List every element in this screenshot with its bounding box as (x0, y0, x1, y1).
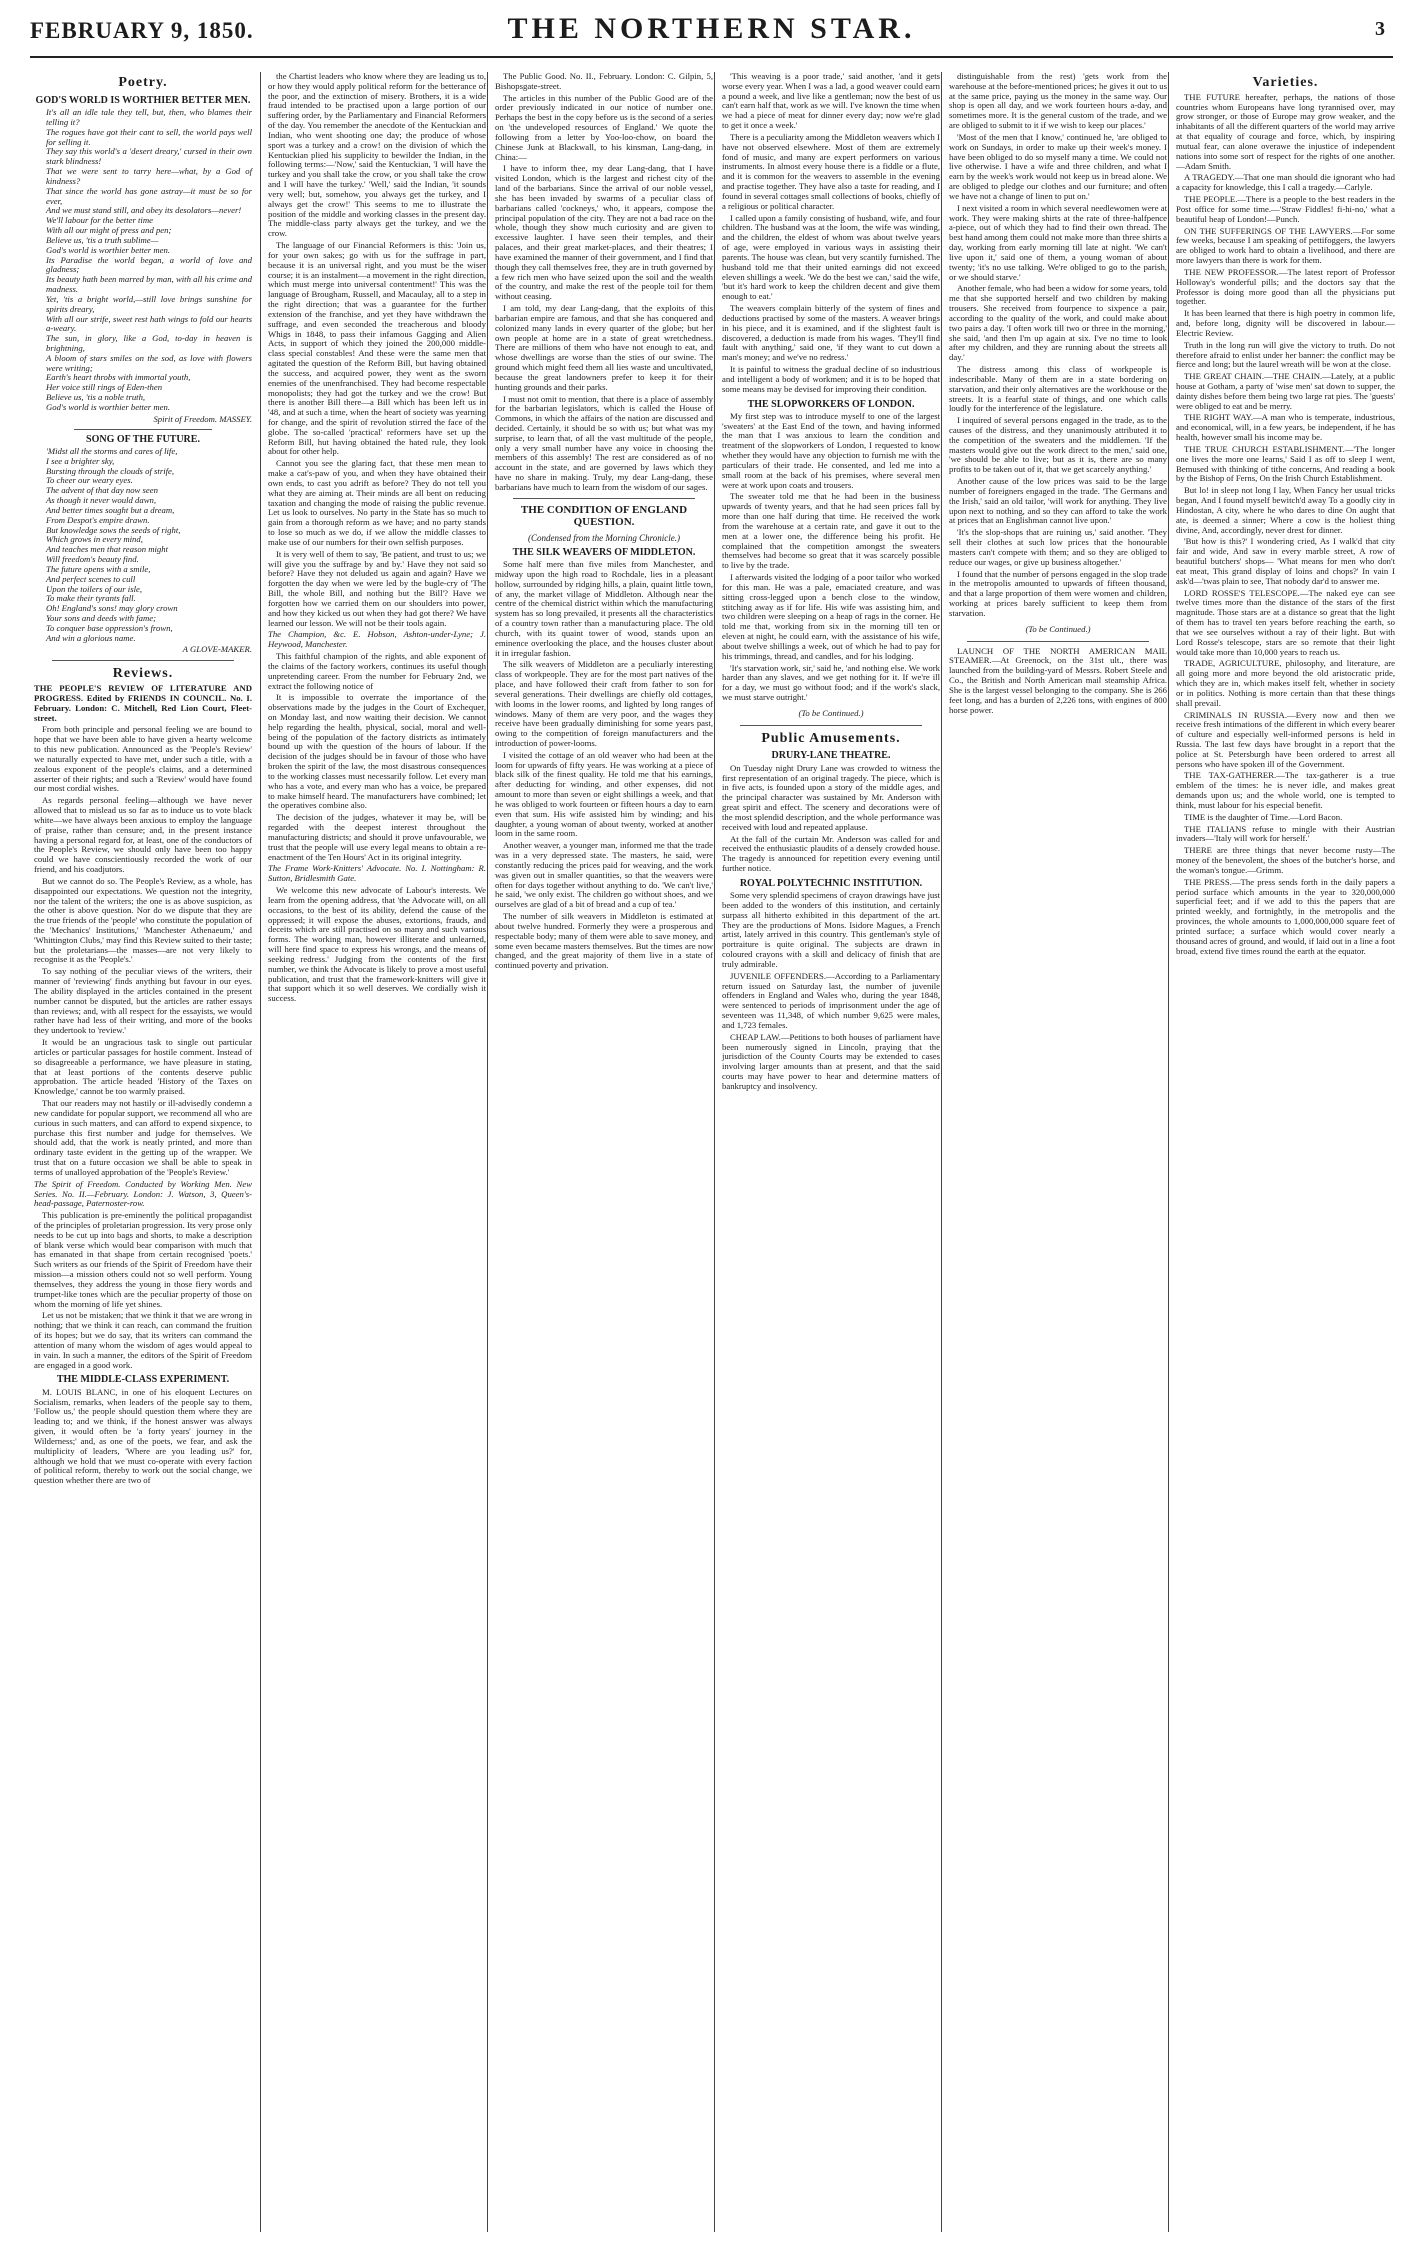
column-1 (34, 72, 258, 2232)
poem-line: Her voice still rings of Eden-then (46, 382, 163, 393)
poem-line: And we must stand still, and obey its desolators—never! (46, 205, 242, 216)
column-2 (260, 72, 492, 2232)
poem-line: They say this world's a 'desert dreary,' cursed in their own stark blindness! (46, 146, 252, 167)
article-heading: ROYAL POLYTECHNIC INSTITUTION. (739, 877, 923, 889)
poem-line: Its Paradise the world began, a world of love and gladness; (46, 254, 252, 275)
paragraph: THE TRUE CHURCH ESTABLISHMENT.—'The longer one lives the more one learns,' Said I as off to sleep I went, Bemused with thinking of tithe concerns, And reading a book by the Bishop of Ferns, On the Irish Church Establishment. (1176, 443, 1395, 484)
paragraph: It has been learned that there is high poetry in common life, and, before long, dignity will be discovered in labour.—Electric Review. (1176, 308, 1395, 338)
divider (740, 725, 922, 726)
masthead (30, 10, 1393, 70)
poem-line: 'Midst all the storms and cares of life, (46, 445, 178, 456)
poem-line: With all our might of press and pen; (46, 225, 172, 236)
paragraph: It would be an ungracious task to single out particular articles or particular passages for hostile comment. Instead of so disagreeable a performance, we have pleasure in stating, that at least portions of the contents deserve public approbation. The article headed 'History of the Taxes on Knowledge,' cannot be too warmly praised. (34, 1037, 252, 1097)
paragraph: It is impossible to overrate the importance of the observations made by the judges in the Court of Exchequer, on Monday last, and now waiting their decision. We cannot help regarding the health, physical, social, moral and well-being of the population of the factory districts as intimately bound up with the question of the hours of labour. If the decision of the judges should be in favour of those who have broken the spirit of the law, the most disastrous consequences to the working classes must necessarily follow. Let every man who has a vote, and every man who has a voice, be prepared to make himself heard. The manufacturers have combined; let the operatives combine also. (268, 692, 486, 811)
divider (52, 660, 234, 661)
poem-line: Believe us, 'tis a noble truth, (46, 392, 146, 403)
column-5 (941, 72, 1173, 2232)
poem-line: And better times sought but a dream, (46, 504, 175, 515)
paragraph: I have to inform thee, my dear Lang-dang, that I have visited London, which is the largest and richest city of the land of the barbarians. Since the arrival of our noble vessel, she has been invaded by swarms of a peculiar class of barbarians called 'cockneys,' who, it appears, compose the principal population of the city. They are not a bad race on the whole, though they show much curiosity and are given to excessive laughter. I have seen their temples, and their palaces, and their great market-places, and their theatres; I have examined the manner of their government, and I find that though they call themselves free, they are in truth governed by a few rich men who have seized upon the soil and the wealth of the country, and make the rest of the people toil for them without ceasing. (495, 163, 713, 302)
poem-line: A bloom of stars smiles on the sod, as love with flowers were writing; (46, 352, 252, 373)
article-body (495, 72, 713, 493)
article-heading: THE MIDDLE-CLASS EXPERIMENT. (56, 1374, 230, 1386)
poem-line: Believe us, 'tis a truth sublime— (46, 234, 159, 245)
paragraph: 'It's the slop-shops that are ruining us,' said another. 'They sell their clothes at such low prices that the honourable masters can't compete with them; and so they are obliged to reduce our wages, or give up business altogether.' (949, 527, 1167, 567)
article-body (268, 72, 486, 628)
article-heading: THE SLOPWORKERS OF LONDON. (747, 398, 915, 410)
paragraph: CRIMINALS IN RUSSIA.—Every now and then we receive fresh intimations of the different in which every bearer of culture and especially well-informed persons is held in Russia. The last few days have brought in a report that the police at St. Petersburgh have been ordered to arrest all persons who have spoken ill of the Government. (1176, 709, 1395, 769)
poem-line: Oh! England's sons! may glory crown (46, 603, 178, 614)
paragraph: LAUNCH OF THE NORTH AMERICAN MAIL STEAMER.—At Greenock, on the 31st ult., there was launched from the building-yard of Messrs. Robert Steele and Co., the British and North American mail steamship Africa. She is the largest vessel belonging to the company. She is 266 feet long, and has a burden of 2,226 tons, with engines of 800 horse power. (949, 645, 1167, 715)
paragraph: There is a peculiarity among the Middleton weavers which I have not observed elsewhere. Most of them are extremely fond of music, and many are expert performers on various instruments. In almost every house there is a fiddle or a flute, and it is common for the weavers to assemble in the evening and practise together. They have also a taste for reading, and I found in several cottages small collections of books, chiefly of a religious or political character. (722, 131, 940, 211)
paragraph: M. LOUIS BLANC, in one of his eloquent Lectures on Socialism, remarks, when leaders of the people say to them, 'Follow us,' the people should question them where they are leading to; and we think, if the honest answer was always given, it would often be 'a forty years' journey in the Wilderness;' and, as one of the poets, we fear, and ask the multiplicity of leaders, 'Where are you leading us?' for, although we hold that we must co-operate with every faction of political reform, thereby to work out the social change, we question whether there are two of (34, 1386, 252, 1486)
paragraph: My first step was to introduce myself to one of the largest 'sweaters' at the East End of the town, and having informed the man that I was anxious to learn the condition and treatment of the slopworkers of London, I requested to know whether they would have any objection to furnish me with the particulars of their trade. He consented, and led me into a small room at the back of his premises, where several men were at work upon coats and trousers. (722, 410, 940, 490)
poem-line: That we were sent to tarry here—what, by a God of kindness? (46, 166, 252, 186)
varieties-section-heading: Varieties. (1252, 75, 1319, 90)
paragraph: Another cause of the low prices was said to be the large number of foreigners engaged in the trade. 'The Germans and the Irish,' said an old tailor, 'will work for anything. They live upon next to nothing, and so they can afford to take the work at prices that an Englishman cannot live upon.' (949, 476, 1167, 526)
paragraph: 'It's starvation work, sir,' said he, 'and nothing else. We work harder than any slaves, and we get nothing for it. If we're ill for a day, we must go without food; and if the work's slack, we must starve outright.' (722, 662, 940, 702)
paragraph: The sweater told me that he had been in the business upwards of twenty years, and that he had seen prices fall by more than one half during that time. He received the work from the warehouse at a certain rate, and gave it out to the men at a lower one, the difference being his profit. He complained that the competition amongst the sweaters themselves had become so great that it was scarcely possible to live by the trade. (722, 491, 940, 571)
continued-note: (To be Continued.) (1025, 623, 1091, 634)
article-body (495, 560, 713, 971)
column-3 (487, 72, 719, 2232)
paragraph: THE TAX-GATHERER.—The tax-gatherer is a true emblem of the times: he is never idle, and makes great demands upon us; and the whole world, one is tempted to think, must labour for his especial benefit. (1176, 770, 1395, 810)
review-title: The Spirit of Freedom. Conducted by Working Men. New Series. No. II.—February. London: J. Watson, 3, Queen's-head-passage, Paternoster-row. (34, 1178, 252, 1209)
paragraph: A TRAGEDY.—That one man should die ignorant who had a capacity for knowledge, this I call a tragedy.—Carlyle. (1176, 172, 1395, 193)
poem-line: Its beauty hath been marred by man, with all his crime and madness. (46, 274, 252, 295)
poem-line: Yet, 'tis a bright world,—still love brings sunshine for spirits dreary, (46, 293, 252, 314)
poem-line: The rogues have got their cant to sell, the world pays well for selling it. (46, 126, 252, 147)
poem-line: And win a glorious name. (46, 632, 136, 643)
review-body (268, 652, 486, 862)
public-amusements-heading: Public Amusements. (761, 730, 901, 746)
column-4 (714, 72, 946, 2232)
paragraph: I am told, my dear Lang-dang, that the exploits of this barbarian empire are famous, and that she has conquered and colonized many lands in every quarter of the globe; but her own people at home are in a state of great wretchedness. There are millions of them who have not enough to eat, and whose dwellings are worse than the sties of our swine. The ground which might feed them all lies waste and uncultivated, because the great landowners prefer to keep it for their hunting grounds and their parks. (495, 303, 713, 392)
poem-line: To cheer our weary eyes. (46, 475, 133, 486)
paragraph: Another female, who had been a widow for some years, told me that she supported herself and two children by making trousers. She received from fourpence to sixpence a pair, according to the quality of the work, and could make about two pairs a day. 'I often work till two or three in the morning,' she said, 'and then I'm up again at six. I've no time to look after my children, and they are running about the streets all day.' (949, 283, 1167, 363)
paragraph: CHEAP LAW.—Petitions to both houses of parliament have been numerously signed in Lincoln, praying that the jurisdiction of the County Courts may be extended to cases involving larger amounts than at present, and that the said courts may have power to hear and determine matters of bankruptcy and insolvency. (722, 1031, 940, 1091)
article-body (722, 764, 940, 874)
varieties-body (1176, 93, 1395, 957)
poetry-section-heading: Poetry. (118, 75, 168, 90)
issue-date: FEBRUARY 9, 1850. (30, 18, 254, 43)
paragraph: I inquired of several persons engaged in the trade, as to the causes of the distress, and they unanimously attributed it to the competition of the sweaters and the middlemen. 'If the masters would give out the work direct to the men,' said one, 'we should be able to live; but as it is, there are so many profits to be taken out of it, that we get scarcely anything.' (949, 415, 1167, 475)
paragraph: We welcome this new advocate of Labour's interests. We learn from the opening address, that 'the Advocate will, on all occasions, to the best of its ability, defend the cause of the oppressed; it will expose the abuses, extortions, frauds, and deceits which are still practised on so many and such various forms. The working man, however illiterate and unlearned, will here find space to express his wrongs, and the means of seeking redress.' Judging from the contents of the first number, we think the Advocate is likely to prove a most useful publication, and trust that the framework-knitters will give it that support which it so well deserves. We cordially wish it success. (268, 885, 486, 1004)
poem-line: To make their tyrants fall. (46, 593, 136, 604)
poem-line: I see a brighter sky, (46, 455, 115, 466)
poem-line: The advent of that day now seen (46, 485, 158, 496)
paragraph: That our readers may not hastily or ill-advisedly condemn a new candidate for popular support, we recommend all who are curious in such matters, and can afford to expend sixpence, to purchase this first number and judge for themselves. We should add, that the work is neatly printed, and more than ordinary taste evident in the getting up of the wrapper. We trust that on a future occasion we shall be able to speak in terms of unalloyed approbation of the 'People's Review.' (34, 1098, 252, 1177)
paragraph: As regards personal feeling—although we have never allowed that to mislead us so far as to induce us to vote black white—we have always been anxious to employ the language of praise, rather than censure; and, in the present instance having a personal regard for, at least, one of the conductors of the People's Review, we should only have been too happy could we have conscientiously recorded the work of our friend, and his coadjutors. (34, 795, 252, 875)
paragraph: Cannot you see the glaring fact, that these men mean to make a cat's-paw of you, and when they have obtained their own ends, to cast you adrift as before? They do not tell you what they are aiming at. Their minds are all bent on reducing taxation and changing the mode of raising the public revenue. Let us look to ourselves. No party in the State has so much to gain from a thorough reform as we have; and no party stands to lose so much as we do, if we allow the middle classes to make use of our numbers for their own selfish purposes. (268, 458, 486, 547)
poem-line: Bursting through the clouds of strife, (46, 465, 175, 476)
continued-note: (To be Continued.) (798, 707, 864, 718)
paragraph: I must not omit to mention, that there is a place of assembly for the barbarian legislators, which is called the House of Commons, in which the affairs of the nation are discussed and decided. Certainly, it should be so with us; but what was my surprise, to learn that, of all the vast multitude of the people, only a very small number have any voice in choosing the members of this assembly! The rest are considered as of no account in the state, and are governed by laws which they have no share in making. Truly, my dear Lang-dang, these barbarians have much to learn from the wisdom of our sages. (495, 393, 713, 492)
poem-title: SONG OF THE FUTURE. (86, 433, 200, 445)
poem-signature: Spirit of Freedom. MASSEY. (153, 413, 252, 424)
paragraph: The distress among this class of workpeople is indescribable. Many of them are in a state bordering on starvation, and their only alternatives are the workhouse or the streets. It is a fearful state of things, and one which calls loudly for the interference of the legislature. (949, 364, 1167, 414)
poem-line: God's world is worthier better men. (46, 244, 170, 255)
paragraph: THE PEOPLE.—There is a people to the best readers in the Post office for some time.—'Straw Fiddles! fi-hi-no,' what a beautiful heap of London!—Punch. (1176, 194, 1395, 224)
paragraph: From both principle and personal feeling we are bound to hope that we have been able to have given a hearty welcome to this new publication. Announced as the 'People's Review' we naturally expected to have met, under such a title, with a zealous exponent of the people's claims, and a determined asserter of their rights; and such a 'Review' would have found our most cordial wishes. (34, 724, 252, 794)
paragraph: The Public Good. No. II., February. London: C. Gilpin, 5, Bishopsgate-street. (495, 72, 713, 91)
article-heading: THE CONDITION OF ENGLAND QUESTION. (520, 503, 688, 529)
poem-body (34, 447, 252, 644)
divider (513, 498, 695, 499)
paragraph: I found that the number of persons engaged in the slop trade in the metropolis amounted to upwards of fifteen thousand, and that a large proportion of them were women and children, working at prices barely sufficient to keep them from starvation. (949, 568, 1167, 618)
paragraph: But lo! in sleep not long I lay, When Fancy her usual tricks began, And I found myself bewitch'd away To a goodly city in Hindostan, A city, where he who dares to dine On aught that ate, is deemed a sinner; Where a cow is the holiest thing divine, And, accordingly, never drest for dinner. (1176, 485, 1395, 535)
paragraph: Some half mere than five miles from Manchester, and midway upon the high road to Rochdale, lies in a pleasant hollow, surrounded by ridging hills, a plain, quaint little town, of any, the market village of Middleton. Although near the centre of the chemical district within which the manufacturing system has so long prevailed, it presents all the characteristics of a country town rather than a manufacturing place. The old church, with its quaint tower of wood, stands upon an eminence overlooking the place, and the houses cluster about it in irregular fashion. (495, 559, 713, 658)
paragraph: I next visited a room in which several needlewomen were at work. They were making shirts at the rate of three-halfpence a-piece, out of which they had to find their own thread. The best hand among them could not make more than three shirts a day, working from early morning till late at night. 'We can't live upon it,' said one of them, a young woman of about twenty; 'it's no use talking. We're obliged to go to the parish, or we should starve.' (949, 202, 1167, 282)
paragraph: Let us not be mistaken; that we think it that we are wrong in nothing; that we think it can reach, can command the fruition of its hopes; but we do say, that its writers can command the attention of many whom the wisdom of ages would appeal to in vain. In such a manner, the editors of the Spirit of Freedom are engaged in a good work. (34, 1310, 252, 1370)
paragraph: I afterwards visited the lodging of a poor tailor who worked for this man. He was a pale, emaciated creature, and was sitting cross-legged upon a bench close to the window, stitching away as if for life. His wife was assisting him, and two children were sleeping on a heap of rags in the corner. He told me that, working from six in the morning till ten or eleven at night, he could earn, with the assistance of his wife, about twelve shillings a week, out of which he had to pay for his trimmings, thread, and candles, and for his lodging. (722, 572, 940, 661)
paragraph: The silk weavers of Middleton are a peculiarly interesting class of workpeople. They are for the most part natives of the place, and have followed their craft from father to son for several generations. Their dwellings are chiefly old cottages, with looms in the lower rooms, and lighted by long ranges of windows. Many of them are very poor, and the wages they receive have been gradually diminishing for some years past, owing to the competition of foreign manufacturers and the introduction of power-looms. (495, 659, 713, 748)
newspaper-title: THE NORTHERN STAR. (507, 12, 916, 45)
divider (967, 641, 1149, 642)
paragraph: THE NEW PROFESSOR.—The latest report of Professor Holloway's wonderful pills; and the doctors say that the Professor is doing more good than all the physicians put together. (1176, 266, 1395, 307)
poem-line: And perfect scenes to cull (46, 573, 136, 584)
article-body (722, 72, 940, 395)
divider (74, 429, 212, 430)
poem-line: The future opens with a smile, (46, 563, 151, 574)
article-body (949, 72, 1167, 619)
poem-line: The sun, in glory, like a God, to-day in heaven is brightning, (46, 333, 252, 353)
paragraph: 'Most of the men that I know,' continued he, 'are obliged to work on Sundays, in order to make up their week's money. I have been obliged to do so myself many a time. We could not live otherwise. I have a wife and three children, and what I earn by the week's work would not keep us in bread alone. We are obliged to pledge our clothes and our furniture; and often we have not a change of linen to put on.' (949, 131, 1167, 201)
paragraph: Another weaver, a younger man, informed me that the trade was in a very depressed state. The masters, he said, were constantly reducing the prices paid for weaving, and the work was given out in smaller quantities, so that the weavers were often for days together without anything to do. 'We can't live,' he said, 'we only exist. The children go without shoes, and we ourselves are glad of a bit of bread and a cup of tea.' (495, 840, 713, 910)
article-heading: DRURY-LANE THEATRE. (771, 750, 891, 762)
paragraph: distinguishable from the rest) 'gets work from the warehouse at the before-mentioned prices; he gives it out to us at the same price, paying us the money in the same way. Our shop is open all day, and we work fourteen hours a-day, and sometimes more. It is the general custom of the trade, and we are obliged to submit to it if we wish to keep our places.' (949, 72, 1167, 131)
paragraph: THE GREAT CHAIN.—THE CHAIN.—Lately, at a public house at Gotham, a party of 'wise men' sat down to supper, the dainty dishes before them being two large rat pies. The 'guests' were obliged to eat and be merry. (1176, 371, 1395, 411)
paragraph: The weavers complain bitterly of the system of fines and deductions practised by some of the masters. A weaver brings in his piece, and it is examined, and if the slightest fault is discovered, a deduction is made from his wages. 'They'll find fault with anything,' said one, 'if they want to cut down a man's money; and we've no redress.' (722, 303, 940, 363)
paragraph: This faithful champion of the rights, and able exponent of the claims of the factory workers, continues its useful though unpretending career. From the number for February 2nd, we extract the following notice of (268, 651, 486, 691)
poem-title: GOD'S WORLD IS WORTHIER BETTER MEN. (35, 94, 251, 106)
paragraph: Truth in the long run will give the victory to truth. Do not therefore afraid to enlist under her banner: the conflict may be fierce and long; but the laurel wreath will be won at the close. (1176, 339, 1395, 370)
paragraph: THE FUTURE hereafter, perhaps, the nations of those countries whom Europeans have long tyrannised over, may grow stronger, or those of Europe may grow weaker, and the inhabitants of all the different quarters of the world may arrive at that equality of courage and force, which, by inspiring mutual fear, can alone overawe the injustice of independent nations into some sort of respect for the rights of one another.—Adam Smith. (1176, 91, 1395, 171)
review-body (34, 725, 252, 1177)
poem-line: It's all an idle tale they tell, but, then, who blames their telling it? (46, 107, 252, 127)
paragraph: LORD ROSSE'S TELESCOPE.—The naked eye can see twelve times more than the distance of the stars of the first magnitude. Those stars are at a distance so great that the light of them has to travel ten years before reaching the earth, so that we see ourselves without a ray of their light. But with Lord Rosse's telescope, stars are so remote that their light would take more than 10,000 years to reach us. (1176, 587, 1395, 657)
article-subheading: (Condensed from the Morning Chronicle.) (527, 532, 681, 543)
paragraph: The decision of the judges, whatever it may be, will be regarded with the deepest interest throughout the manufacturing districts; and should it prove unfavourable, we trust that the people will use every legal means to obtain a re-enactment of the Ten Hours' Act in its original integrity. (268, 812, 486, 862)
poem-line: Which grows in every mind, (46, 534, 143, 545)
review-body (34, 1211, 252, 1370)
column-6 (1168, 72, 1395, 2232)
paragraph: TIME is the daughter of Time.—Lord Bacon. (1184, 811, 1343, 822)
paragraph: THE ITALIANS refuse to mingle with their Austrian invaders—'Italy will work for herself.' (1176, 823, 1395, 844)
paragraph: The number of silk weavers in Middleton is estimated at about twelve hundred. Formerly they were a prosperous and respectable body; many of them were able to save money, and some even became masters themselves. But the times are now changed, and the great majority of them live in a state of continued poverty and privation. (495, 911, 713, 971)
review-title: THE PEOPLE'S REVIEW OF LITERATURE AND PROGRESS. Edited by FRIENDS IN COUNCIL. No. I. February. London: C. Mitchell, Red Lion Court, Fleet-street. (34, 683, 252, 723)
paragraph: This publication is pre-eminently the political propagandist of the principles of proletarian progression. Its very prose only needs to be cut up into bags and shorts, to make a description of blank verse which would bear comparison with much that has emanated in that shape from certain recognised 'poets.' Such writers as our friends of the Spirit of Freedom have their mission—a mission others could not so well perform. Young themselves, they address the young in those fiery words and trumpet-like tones which are the peculiar property of those on whom the morning of life yet shines. (34, 1210, 252, 1309)
text-columns (34, 72, 1394, 2232)
review-title: The Frame Work-Knitters' Advocate. No. I. Nottingham: R. Sutton, Bridlesmith Gate. (268, 863, 486, 884)
paragraph: To say nothing of the peculiar views of the writers, their manner of 'reviewing' finds anything but favour in our eyes. The ability displayed in the articles contained in the present number cannot be disputed, but the articles are rather essays than reviews; and, with all respect for the essayists, we would rather have had less of their writing, and more of the books they undertook to 'review.' (34, 966, 252, 1036)
paragraph: I called upon a family consisting of husband, wife, and four children. The husband was at the loom, the wife was winding, and the children, the eldest of whom was about twelve years of age, were employed in various ways in assisting their parents. The house was clean, but very scantily furnished. The husband told me that their united earnings did not exceed eleven shillings a week. 'We do the best we can,' said the wife, 'but it's hard work to keep the children decent and give them enough to eat.' (722, 212, 940, 302)
poem-line: To conquer base oppression's frown, (46, 622, 173, 633)
paragraph: The articles in this number of the Public Good are of the order previously indicated in our notice of number one. Perhaps the best in the copy before us is the second of a series on 'the undeveloped resources of England.' We quote the following from a letter by Yoo-loo-chow, on board the Chinese Junk at Blackwall, to his kinsman, Lang-dang, in China:— (495, 92, 713, 162)
poem-line: Will freedom's beauty find. (46, 554, 139, 565)
poem-line: We'll labour for the better time (46, 215, 153, 226)
poem-body (34, 108, 252, 413)
poem-line: Earth's heart throbs with immortal youth, (46, 372, 191, 383)
paragraph: I visited the cottage of an old weaver who had been at the loom for upwards of fifty years. He was working at a piece of black silk of the finest quality. He told me that his earnings, after deducting for winding, and other expenses, did not amount to more than seven or eight shillings a week, and that he was obliged to work fourteen or fifteen hours a day to earn even that sum. His wife assisted him by winding; and his daughter, a young woman of about twenty, worked at another loom in the same room. (495, 749, 713, 839)
paragraph: THERE are three things that never become rusty—The money of the benevolent, the shoes of the butcher's horse, and the woman's tongue.—Grimm. (1176, 845, 1395, 875)
review-title: The Champion, &c. E. Hobson, Ashton-under-Lyne; J. Heywood, Manchester. (268, 629, 486, 650)
poem-line: As though it never would dawn, (46, 495, 157, 506)
reviews-section-heading: Reviews. (112, 666, 174, 682)
paragraph: ON THE SUFFERINGS OF THE LAWYERS.—For some few weeks, because I am speaking of pettifoggers, the lawyers are obliged to work hard to obtain a livelihood, and there are more lawyers than there is work for them. (1176, 225, 1395, 266)
paragraph: THE RIGHT WAY.—A man who is temperate, industrious, and economical, will, in a few years, be independent, if he has health, however small his income may be. (1176, 412, 1395, 443)
paragraph: It is painful to witness the gradual decline of so industrious and intelligent a body of workmen; and it is to be hoped that some means may be devised for improving their condition. (722, 364, 940, 394)
masthead-rule (30, 56, 1393, 58)
poem-line: Your sons and deeds with fame; (46, 612, 156, 623)
paragraph: TRADE, AGRICULTURE, philosophy, and literature, are all going more and more beyond the old aristocratic pride, which they are in, which makes itself felt, whether in society or in politics. Nothing is more certain than that these things shall prevail. (1176, 658, 1395, 708)
poem-line: Upon the toilers of our isle, (46, 583, 143, 594)
poem-line: That since the world has gone astray—it must be so for ever, (46, 185, 252, 206)
paragraph: Some very splendid specimens of crayon drawings have just been added to the wonders of this institution, and certainly surpass all hitherto exhibited in this department of the art. They are the productions of Mons. Isidore Magues, a French artist, lately arrived in this country. This gentleman's style of portraiture is quite original. The subjects are drawn in coloured crayons with a skill and delicacy of finish that are truly admirable. (722, 890, 940, 969)
article-body (722, 412, 940, 703)
article-heading: THE SILK WEAVERS OF MIDDLETON. (512, 546, 696, 558)
poem-line: With all our strife, sweet rest hath wings to fold our hearts a-weary. (46, 313, 252, 334)
poem-signature: A GLOVE-MAKER. (182, 644, 252, 655)
paragraph: It is very well of them to say, 'Be patient, and trust to us; we will give you the suffrage by and by.' Have they not said so before? Have they not deluded us again and again? Have we forgotten the day when we were led by the bugle-cry of 'The Bill, the whole Bill, and nothing but the Bill'? Have we forgotten how we carried them on our shoulders into power, and how they kicked us out when they had got there? We have learned our lesson. We will not be their tools again. (268, 548, 486, 628)
page-number: 3 (1375, 18, 1385, 40)
paragraph: 'But how is this?' I wondering cried, As I walk'd that city fair and wide, And saw in every marble street, A row of beautiful butchers' shops— 'What means for men who don't eat meat, This grand display of loins and chops?' In vain I ask'd—'twas plain to see, That nobody dar'd to answer me. (1176, 536, 1395, 586)
paragraph: At the fall of the curtain Mr. Anderson was called for and received the enthusiastic plaudits of a densely crowded house. The tragedy is announced for repetition every evening until further notice. (722, 833, 940, 874)
paragraph: But we cannot do so. The People's Review, as a whole, has disappointed our expectations. We question not the integrity, nor the talent of the writers; the one is as above suspicion, as the other is above question. Nor do we dispute that they are the true friends of the 'people' who constitute the population of the 'Mechanics' Institutions,' 'Manchester Athenaeum,' and 'Whittington Clubs,' may find this Review suited to their taste; but the proletarians—the masses—are not very likely to recognise it as the 'People's.' (34, 875, 252, 965)
paragraph: the Chartist leaders who know where they are leading us to, or how they would apply political reform for the betterance of the poor, and the extinction of misery. Brothers, it is a wide fraud intended to be practised upon a large portion of our suffering order, by the Parliamentary and Financial Reformers of the day. You remember the anecdote of the Kentuckian and Indian, who went shooting one day; the produce of whose sport was a turkey and a crow! on the division of which the Kentuckian plied his supplicity to bewilder the Indian, in the following terms:—'Now,' said the Kentuckian, 'I will have the turkey and you shall take the crow, or you shall take the crow and I will have the turkey.' 'Well,' said the Indian, 'it sounds very well; but, somehow, you always get the turkey, and I always get the crow!' This seems to me to illustrate the position of the middle and working classes in the present day. The middle-class party always get the turkey, and we the crow. (268, 72, 486, 239)
paragraph: On Tuesday night Drury Lane was crowded to witness the first representation of an original tragedy. The piece, which is in five acts, is founded upon a story of the middle ages, and the principal character was sustained by Mr. Anderson with great spirit and effect. The scenery and decorations were of the most splendid description, and the whole performance was received with loud and repeated applause. (722, 762, 940, 832)
poem-line: God's world is worthier better men. (46, 401, 170, 412)
paragraph: JUVENILE OFFENDERS.—According to a Parliamentary return issued on Saturday last, the number of juvenile offenders in England and Wales who, during the year 1848, were sentenced to periods of imprisonment under the age of seventeen was 11,348, of which number 9,625 were males, and 1,723 females. (722, 970, 940, 1030)
paragraph: THE PRESS.—The press sends forth in the daily papers a period surface which amounts in the year to 320,000,000 superficial feet; and if we add to this the papers that are printed weekly, and fortnightly, in the metropolis and the provinces, the whole amounts to 1,000,000,000 square feet of printed surface; a surface which would cover nearly a thousand acres of ground, and would, if laid out in a line a foot broad, extend five times round the earth at the equator. (1176, 876, 1395, 956)
poem-line: But knowledge sows the seeds of right, (46, 524, 181, 535)
paragraph: 'This weaving is a poor trade,' said another, 'and it gets worse every year. When I was a lad, a good weaver could earn a pound a week, and live like a gentleman; now the best of us can't earn half that, work as we will. I've known the time when we had a piece of meat for dinner every day; now we're glad to get it once a week.' (722, 72, 940, 131)
paragraph: The language of our Financial Reformers is this: 'Join us, for your own sakes; go with us for the suffrage in part, because it is an universal right, and you must be the wiser course; it is an instalment—a movement in the right direction, which must merge into universal contentment!' This was the language of Brougham, Russell, and Macaulay, all to a step in the right direction; that was a guarantee for the further extension of the franchise, and yet they have withdrawn the suffrage, and even seconded the treacherous and bloody Whigs in 1848, to pass their infamous Gagging and Alien Acts, in support of which they joined the 200,000 middle-class special constables! And these were the same men that agitated the question of the Reform Bill, but having obtained the success, and acquired power, they went as the sworn enemies of the unenfranchised. They had become respectable monopolists; they had got the turkey and we the crow! But there is another Bill there—a Bill which has been left us in '48, and at such a time, when the heart of society was yearning for change, and the spirit of revolution stirred the face of the globe. The so-called 'practical' reformers have set up the Reform Bill, hut having obtained the hated rule, they look about for other help. (268, 240, 486, 457)
poem-line: From Despot's empire drawn. (46, 514, 150, 525)
poem-line: And teaches men that reason might (46, 544, 169, 555)
